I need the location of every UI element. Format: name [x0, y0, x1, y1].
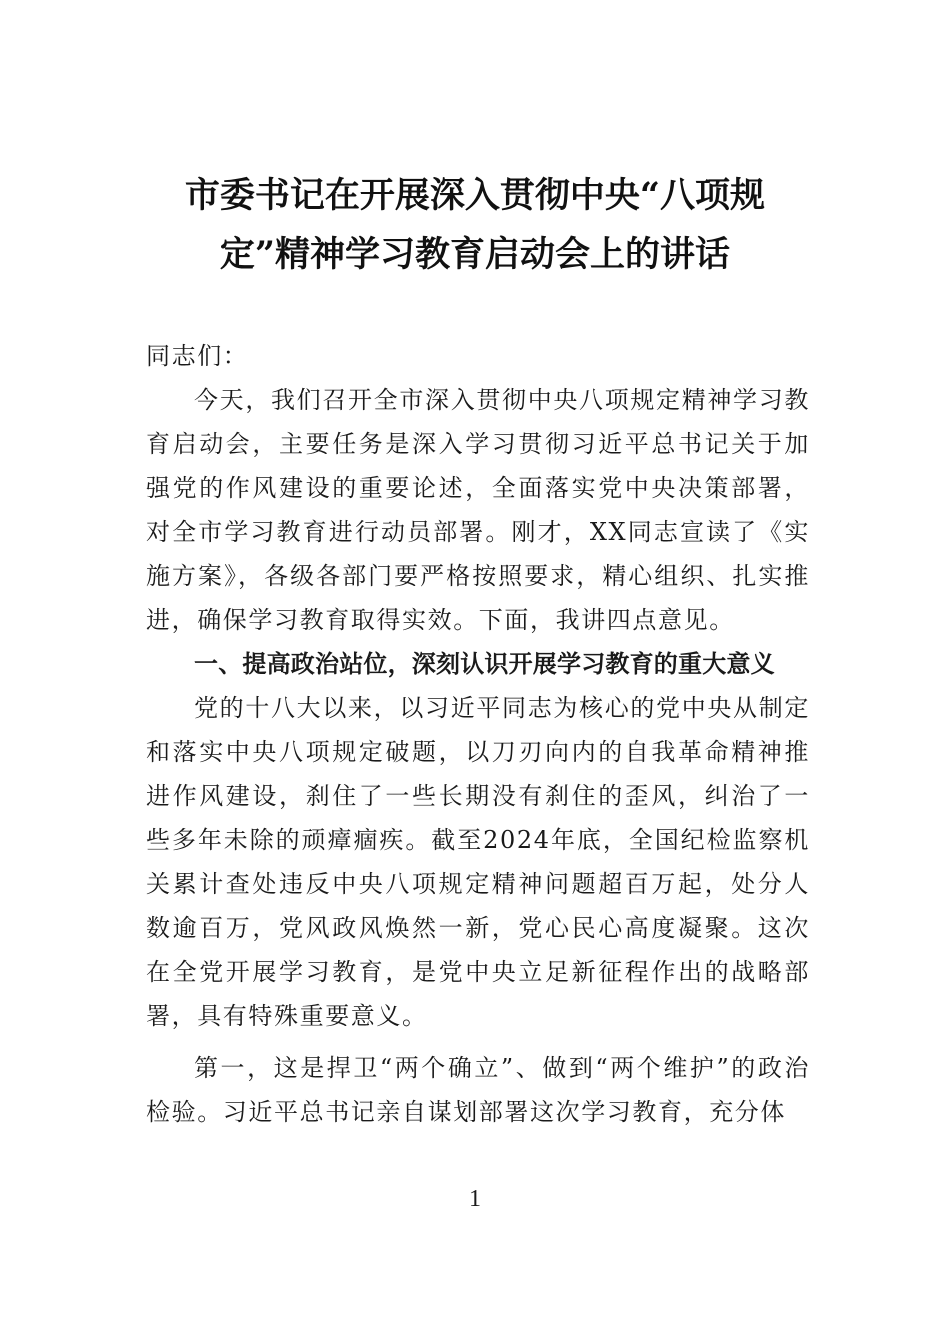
salutation: 同志们： [146, 342, 249, 370]
title-line-2: 定”精神学习教育启动会上的讲话 [219, 234, 731, 275]
document-body [146, 334, 810, 1134]
title-line-1: 市委书记在开展深入贯彻中央“八项规 [184, 175, 766, 216]
paragraph-section-1: 党的十八大以来，以习近平同志为核心的党中央从制定和落实中央八项规定破题，以刀刃向内的自我革命精神推进作风建设，刹住了一些长期没有刹住的歪风，纠治了一些多年未除的顽瘴痼疾。截至2024年底，全国纪检监察机关累计查处违反中央八项规定精神问题超百万起，处分人数逾百万，党风政风焕然一新，党心民心高度凝聚。这次在全党开展学习教育，是党中央立足新征程作出的战略部署，具有特殊重要意义。 [146, 694, 810, 1030]
document-title [140, 166, 810, 284]
paragraph-point-1: 第一，这是捍卫“两个确立”、做到“两个维护”的政治检验。习近平总书记亲自谋划部署这次学习教育，充分体 [146, 1054, 810, 1126]
paragraph-intro: 今天，我们召开全市深入贯彻中央八项规定精神学习教育启动会，主要任务是深入学习贯彻习近平总书记关于加强党的作风建设的重要论述，全面落实党中央决策部署，对全市学习教育进行动员部署。刚才，XX同志宣读了《实施方案》，各级各部门要严格按照要求，精心组织、扎实推进，确保学习教育取得实效。下面，我讲四点意见。 [146, 386, 810, 634]
section-heading-1: 一、提高政治站位，深刻认识开展学习教育的重大意义 [194, 649, 775, 678]
page-number: 1 [469, 1186, 481, 1212]
